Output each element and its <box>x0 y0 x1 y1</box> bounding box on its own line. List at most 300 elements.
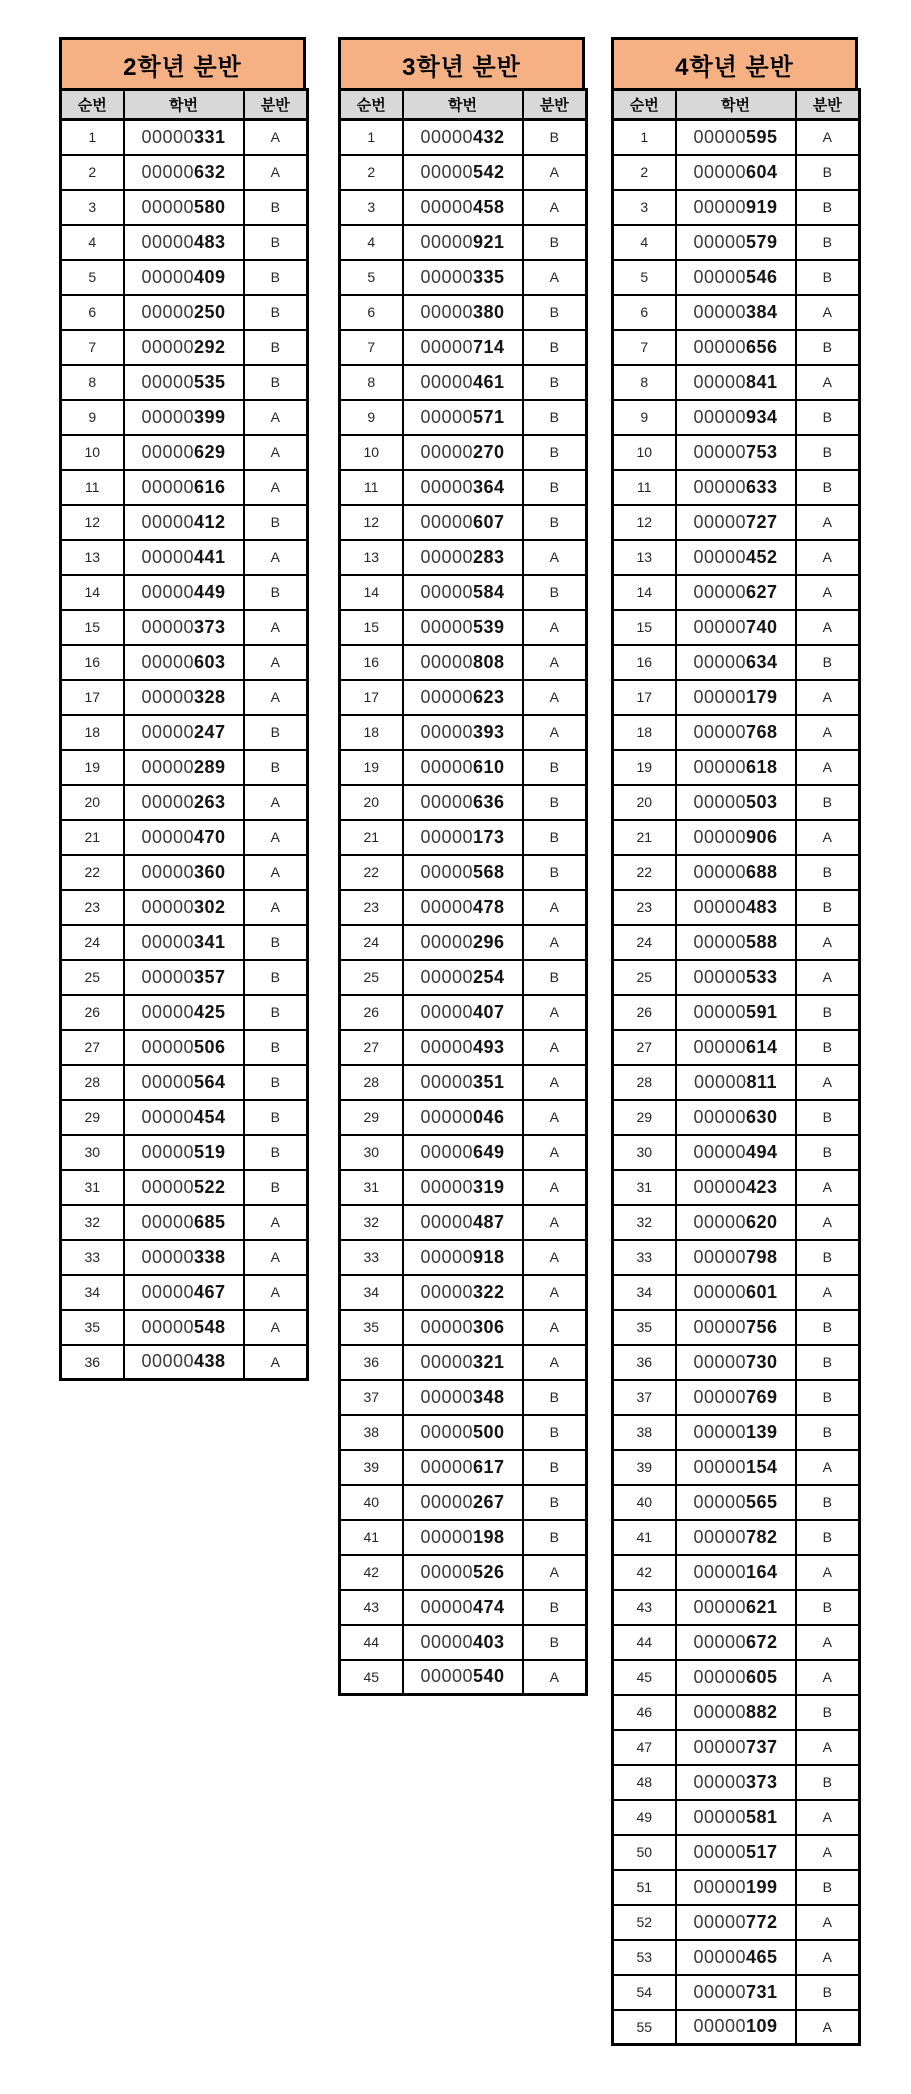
row-number-cell: 13 <box>613 540 676 575</box>
table-row <box>613 1625 860 1660</box>
table-row <box>61 750 308 785</box>
row-number-cell: 37 <box>613 1380 676 1415</box>
student-id-masked-prefix: 00000 <box>420 231 473 252</box>
student-id-suffix: 335 <box>473 266 505 287</box>
class-section-cell: B <box>796 890 860 925</box>
table-row <box>340 1310 587 1345</box>
row-number-cell: 21 <box>61 820 124 855</box>
student-id-cell <box>676 1730 796 1765</box>
student-id-cell <box>403 610 523 645</box>
student-id-masked-prefix: 00000 <box>693 1666 746 1687</box>
row-number-cell: 10 <box>61 435 124 470</box>
student-id-cell <box>403 225 523 260</box>
table-row <box>613 1695 860 1730</box>
student-id-masked-prefix: 00000 <box>693 1001 746 1022</box>
column-header: 학번 <box>403 90 523 120</box>
header-row <box>340 90 587 120</box>
table-row <box>340 1625 587 1660</box>
class-section-cell: A <box>244 120 308 155</box>
table-row <box>613 925 860 960</box>
student-id-cell <box>676 785 796 820</box>
table-row <box>613 1975 860 2010</box>
student-id-cell <box>676 260 796 295</box>
class-section-cell: A <box>523 645 587 680</box>
student-id-masked-prefix: 00000 <box>420 616 473 637</box>
table-row <box>613 1450 860 1485</box>
table-row <box>340 1590 587 1625</box>
student-id-suffix: 423 <box>746 1176 778 1197</box>
row-number-cell: 52 <box>613 1905 676 1940</box>
student-id-cell <box>403 960 523 995</box>
class-section-cell: A <box>796 120 860 155</box>
student-id-suffix: 046 <box>473 1106 505 1127</box>
row-number-cell: 55 <box>613 2010 676 2045</box>
row-number-cell: 6 <box>61 295 124 330</box>
student-id-suffix: 506 <box>194 1036 226 1057</box>
student-id-suffix: 384 <box>746 301 778 322</box>
student-id-suffix: 565 <box>746 1491 778 1512</box>
student-id-suffix: 364 <box>473 476 505 497</box>
table-row <box>613 820 860 855</box>
student-id-masked-prefix: 00000 <box>420 1421 473 1442</box>
table-row <box>340 330 587 365</box>
student-id-masked-prefix: 00000 <box>420 371 473 392</box>
table-row <box>61 470 308 505</box>
class-section-cell: A <box>244 470 308 505</box>
student-id-suffix: 341 <box>194 931 226 952</box>
student-id-cell <box>124 680 244 715</box>
table-row <box>613 1100 860 1135</box>
row-number-cell: 9 <box>613 400 676 435</box>
table-row <box>613 225 860 260</box>
class-section-cell: A <box>244 785 308 820</box>
row-number-cell: 20 <box>613 785 676 820</box>
student-id-cell <box>403 155 523 190</box>
table-row <box>61 820 308 855</box>
class-section-cell: B <box>796 1030 860 1065</box>
column-header: 순번 <box>613 90 676 120</box>
student-id-cell <box>124 540 244 575</box>
grade-4-table <box>611 37 858 2046</box>
student-id-masked-prefix: 00000 <box>420 756 473 777</box>
table-row <box>613 155 860 190</box>
row-number-cell: 22 <box>61 855 124 890</box>
row-number-cell: 39 <box>340 1450 403 1485</box>
student-id-cell <box>124 470 244 505</box>
student-id-cell <box>676 575 796 610</box>
student-id-masked-prefix: 00000 <box>693 1876 746 1897</box>
table-row <box>340 225 587 260</box>
student-id-cell <box>403 260 523 295</box>
student-id-masked-prefix: 00000 <box>420 266 473 287</box>
header-row <box>61 90 308 120</box>
student-id-masked-prefix: 00000 <box>420 1316 473 1337</box>
row-number-cell: 32 <box>340 1205 403 1240</box>
table-row <box>340 1450 587 1485</box>
class-section-cell: B <box>796 1380 860 1415</box>
student-id-suffix: 604 <box>746 161 778 182</box>
row-number-cell: 4 <box>61 225 124 260</box>
class-section-cell: B <box>244 1065 308 1100</box>
row-number-cell: 20 <box>61 785 124 820</box>
student-id-suffix: 373 <box>746 1771 778 1792</box>
row-number-cell: 2 <box>340 155 403 190</box>
student-id-cell <box>403 575 523 610</box>
row-number-cell: 6 <box>340 295 403 330</box>
student-id-masked-prefix: 00000 <box>420 1246 473 1267</box>
student-id-cell <box>403 645 523 680</box>
class-section-cell: B <box>796 1240 860 1275</box>
table-row <box>340 785 587 820</box>
class-section-cell: A <box>796 750 860 785</box>
class-section-cell: A <box>796 295 860 330</box>
class-section-cell: B <box>796 1695 860 1730</box>
student-id-suffix: 438 <box>194 1351 226 1372</box>
student-id-cell <box>403 1415 523 1450</box>
class-section-cell: B <box>244 295 308 330</box>
table-row <box>340 295 587 330</box>
class-section-cell: B <box>523 330 587 365</box>
student-id-masked-prefix: 00000 <box>693 1106 746 1127</box>
student-id-masked-prefix: 00000 <box>693 616 746 637</box>
table-row <box>613 1065 860 1100</box>
row-number-cell: 1 <box>340 120 403 155</box>
class-section-cell: B <box>244 260 308 295</box>
student-id-masked-prefix: 00000 <box>141 721 194 742</box>
class-section-cell: A <box>796 1660 860 1695</box>
class-section-cell: A <box>796 1555 860 1590</box>
table-row <box>613 1660 860 1695</box>
student-id-suffix: 154 <box>746 1456 778 1477</box>
student-id-masked-prefix: 00000 <box>141 1141 194 1162</box>
class-section-cell: B <box>523 120 587 155</box>
student-id-masked-prefix: 00000 <box>141 231 194 252</box>
row-number-cell: 26 <box>613 995 676 1030</box>
student-id-cell <box>124 1135 244 1170</box>
student-id-suffix: 564 <box>194 1071 226 1092</box>
class-section-cell: A <box>244 855 308 890</box>
student-id-masked-prefix: 00000 <box>693 1036 746 1057</box>
student-id-suffix: 630 <box>746 1106 778 1127</box>
student-id-suffix: 603 <box>194 651 226 672</box>
table-row <box>340 400 587 435</box>
student-id-masked-prefix: 00000 <box>141 861 194 882</box>
student-id-cell <box>124 1205 244 1240</box>
table-row <box>61 190 308 225</box>
table-row <box>613 1240 860 1275</box>
class-section-cell: A <box>796 365 860 400</box>
student-id-suffix: 610 <box>473 756 505 777</box>
student-id-cell <box>403 855 523 890</box>
class-section-cell: A <box>244 1205 308 1240</box>
row-number-cell: 12 <box>340 505 403 540</box>
row-number-cell: 50 <box>613 1835 676 1870</box>
student-id-suffix: 483 <box>194 231 226 252</box>
student-id-suffix: 548 <box>194 1316 226 1337</box>
student-id-suffix: 731 <box>746 1981 778 2002</box>
student-id-cell <box>124 1100 244 1135</box>
student-id-masked-prefix: 00000 <box>141 1281 194 1302</box>
student-id-cell <box>676 1240 796 1275</box>
student-id-masked-prefix: 00000 <box>693 2016 746 2037</box>
table-row <box>340 1660 587 1695</box>
student-id-cell <box>676 645 796 680</box>
student-id-masked-prefix: 00000 <box>141 896 194 917</box>
table-row <box>340 1100 587 1135</box>
class-section-cell: B <box>796 330 860 365</box>
student-id-cell <box>124 190 244 225</box>
student-id-suffix: 649 <box>473 1141 505 1162</box>
table-row <box>61 365 308 400</box>
table-row <box>340 540 587 575</box>
student-id-masked-prefix: 00000 <box>420 1281 473 1302</box>
table-row <box>613 715 860 750</box>
student-id-cell <box>124 960 244 995</box>
student-id-masked-prefix: 00000 <box>693 861 746 882</box>
class-section-cell: B <box>523 1485 587 1520</box>
student-id-cell <box>124 785 244 820</box>
class-section-cell: A <box>796 1275 860 1310</box>
student-id-suffix: 714 <box>473 336 505 357</box>
table-row <box>340 1205 587 1240</box>
student-id-suffix: 616 <box>194 476 226 497</box>
class-section-cell: A <box>796 505 860 540</box>
table-row <box>613 750 860 785</box>
student-id-suffix: 452 <box>746 546 778 567</box>
table-row <box>340 260 587 295</box>
student-id-masked-prefix: 00000 <box>693 126 746 147</box>
class-section-cell: B <box>244 330 308 365</box>
class-section-cell: B <box>244 1135 308 1170</box>
student-id-cell <box>676 855 796 890</box>
student-id-cell <box>403 820 523 855</box>
student-id-suffix: 296 <box>473 931 505 952</box>
student-id-suffix: 270 <box>473 441 505 462</box>
table-row <box>340 575 587 610</box>
table-row <box>61 680 308 715</box>
class-section-cell: A <box>244 610 308 645</box>
student-id-masked-prefix: 00000 <box>693 1736 746 1757</box>
class-section-cell: B <box>523 295 587 330</box>
table-row <box>61 715 308 750</box>
row-number-cell: 19 <box>340 750 403 785</box>
row-number-cell: 28 <box>61 1065 124 1100</box>
student-id-cell <box>403 750 523 785</box>
student-id-masked-prefix: 00000 <box>693 1981 746 2002</box>
student-id-cell <box>403 1100 523 1135</box>
class-section-cell: A <box>796 1170 860 1205</box>
row-number-cell: 38 <box>613 1415 676 1450</box>
student-id-cell <box>403 1205 523 1240</box>
class-section-cell: A <box>796 1800 860 1835</box>
row-number-cell: 27 <box>61 1030 124 1065</box>
class-section-cell: B <box>523 225 587 260</box>
row-number-cell: 29 <box>613 1100 676 1135</box>
table-row <box>340 1415 587 1450</box>
student-id-masked-prefix: 00000 <box>693 931 746 952</box>
class-section-cell: A <box>244 435 308 470</box>
column-header: 순번 <box>61 90 124 120</box>
table-row <box>613 1310 860 1345</box>
row-number-cell: 35 <box>613 1310 676 1345</box>
student-id-suffix: 919 <box>746 196 778 217</box>
table-row <box>613 1275 860 1310</box>
student-id-masked-prefix: 00000 <box>141 546 194 567</box>
class-section-cell: B <box>523 785 587 820</box>
student-id-suffix: 328 <box>194 686 226 707</box>
grade-2-table-title: 2학년 분반 <box>59 37 306 88</box>
table-row <box>340 820 587 855</box>
student-id-masked-prefix: 00000 <box>693 441 746 462</box>
table-row <box>61 435 308 470</box>
table-row <box>613 1870 860 1905</box>
student-id-suffix: 357 <box>194 966 226 987</box>
student-id-cell <box>124 1310 244 1345</box>
row-number-cell: 30 <box>340 1135 403 1170</box>
student-id-cell <box>124 820 244 855</box>
grade-3-table <box>338 37 585 1696</box>
table-row <box>61 1240 308 1275</box>
student-id-cell <box>676 1310 796 1345</box>
row-number-cell: 17 <box>61 680 124 715</box>
row-number-cell: 41 <box>340 1520 403 1555</box>
class-section-cell: A <box>244 1240 308 1275</box>
student-id-masked-prefix: 00000 <box>693 1526 746 1547</box>
student-id-masked-prefix: 00000 <box>141 756 194 777</box>
student-id-cell <box>403 365 523 400</box>
student-id-masked-prefix: 00000 <box>693 686 746 707</box>
student-id-cell <box>403 505 523 540</box>
student-id-masked-prefix: 00000 <box>420 966 473 987</box>
row-number-cell: 11 <box>340 470 403 505</box>
student-id-cell <box>124 120 244 155</box>
table-row <box>340 855 587 890</box>
student-id-masked-prefix: 00000 <box>693 371 746 392</box>
student-id-masked-prefix: 00000 <box>693 406 746 427</box>
table-row <box>613 1135 860 1170</box>
row-number-cell: 53 <box>613 1940 676 1975</box>
row-number-cell: 48 <box>613 1765 676 1800</box>
student-id-masked-prefix: 00000 <box>420 1211 473 1232</box>
student-id-masked-prefix: 00000 <box>693 301 746 322</box>
student-id-cell <box>676 470 796 505</box>
student-id-suffix: 425 <box>194 1001 226 1022</box>
table-row <box>613 995 860 1030</box>
class-section-cell: B <box>523 750 587 785</box>
student-id-suffix: 841 <box>746 371 778 392</box>
table-row <box>340 1345 587 1380</box>
table-row <box>61 785 308 820</box>
table-row <box>61 225 308 260</box>
row-number-cell: 25 <box>613 960 676 995</box>
row-number-cell: 4 <box>613 225 676 260</box>
class-section-cell: A <box>244 890 308 925</box>
class-section-cell: B <box>523 575 587 610</box>
class-section-cell: B <box>523 1380 587 1415</box>
student-id-suffix: 546 <box>746 266 778 287</box>
row-number-cell: 34 <box>613 1275 676 1310</box>
student-id-suffix: 571 <box>473 406 505 427</box>
student-id-suffix: 519 <box>194 1141 226 1162</box>
table-row <box>340 715 587 750</box>
column-header: 분반 <box>796 90 860 120</box>
student-id-masked-prefix: 00000 <box>693 1771 746 1792</box>
table-row <box>61 505 308 540</box>
student-id-suffix: 465 <box>746 1946 778 1967</box>
student-id-suffix: 331 <box>194 126 226 147</box>
student-id-cell <box>676 1870 796 1905</box>
student-id-cell <box>124 330 244 365</box>
table-row <box>61 1275 308 1310</box>
class-section-cell: B <box>244 505 308 540</box>
row-number-cell: 28 <box>340 1065 403 1100</box>
table-row <box>613 575 860 610</box>
student-id-cell <box>403 1345 523 1380</box>
table-row <box>340 610 587 645</box>
student-id-cell <box>676 1030 796 1065</box>
row-number-cell: 26 <box>340 995 403 1030</box>
row-number-cell: 14 <box>61 575 124 610</box>
student-id-masked-prefix: 00000 <box>420 1561 473 1582</box>
class-section-cell: A <box>244 540 308 575</box>
table-row <box>340 1030 587 1065</box>
student-id-suffix: 782 <box>746 1526 778 1547</box>
student-id-cell <box>403 295 523 330</box>
student-id-cell <box>676 715 796 750</box>
class-section-cell: B <box>796 1590 860 1625</box>
student-id-masked-prefix: 00000 <box>693 1701 746 1722</box>
student-id-suffix: 688 <box>746 861 778 882</box>
table-row <box>340 680 587 715</box>
grade-3-assignment-table <box>338 88 588 1696</box>
student-id-cell <box>676 295 796 330</box>
student-id-masked-prefix: 00000 <box>420 861 473 882</box>
table-row <box>61 1310 308 1345</box>
student-id-suffix: 811 <box>746 1071 778 1092</box>
student-id-masked-prefix: 00000 <box>141 161 194 182</box>
table-row <box>61 890 308 925</box>
student-id-suffix: 164 <box>746 1561 778 1582</box>
student-id-cell <box>403 120 523 155</box>
student-id-cell <box>124 925 244 960</box>
student-id-cell <box>403 1240 523 1275</box>
row-number-cell: 17 <box>613 680 676 715</box>
row-number-cell: 7 <box>613 330 676 365</box>
class-section-cell: B <box>523 1450 587 1485</box>
student-id-masked-prefix: 00000 <box>420 161 473 182</box>
class-section-cell: A <box>244 1310 308 1345</box>
class-section-cell: A <box>523 610 587 645</box>
student-id-cell <box>676 365 796 400</box>
table-row <box>613 120 860 155</box>
student-id-suffix: 179 <box>746 686 778 707</box>
student-id-masked-prefix: 00000 <box>693 1561 746 1582</box>
table-row <box>613 2010 860 2045</box>
student-id-suffix: 727 <box>746 511 778 532</box>
class-section-cell: B <box>244 1170 308 1205</box>
table-row <box>613 1940 860 1975</box>
student-id-suffix: 605 <box>746 1666 778 1687</box>
student-id-cell <box>124 610 244 645</box>
student-id-masked-prefix: 00000 <box>693 1316 746 1337</box>
class-section-cell: A <box>796 925 860 960</box>
student-id-suffix: 591 <box>746 1001 778 1022</box>
table-row <box>340 1520 587 1555</box>
table-row <box>61 1170 308 1205</box>
class-section-cell: B <box>523 505 587 540</box>
student-id-cell <box>403 1520 523 1555</box>
class-section-cell: A <box>523 1310 587 1345</box>
